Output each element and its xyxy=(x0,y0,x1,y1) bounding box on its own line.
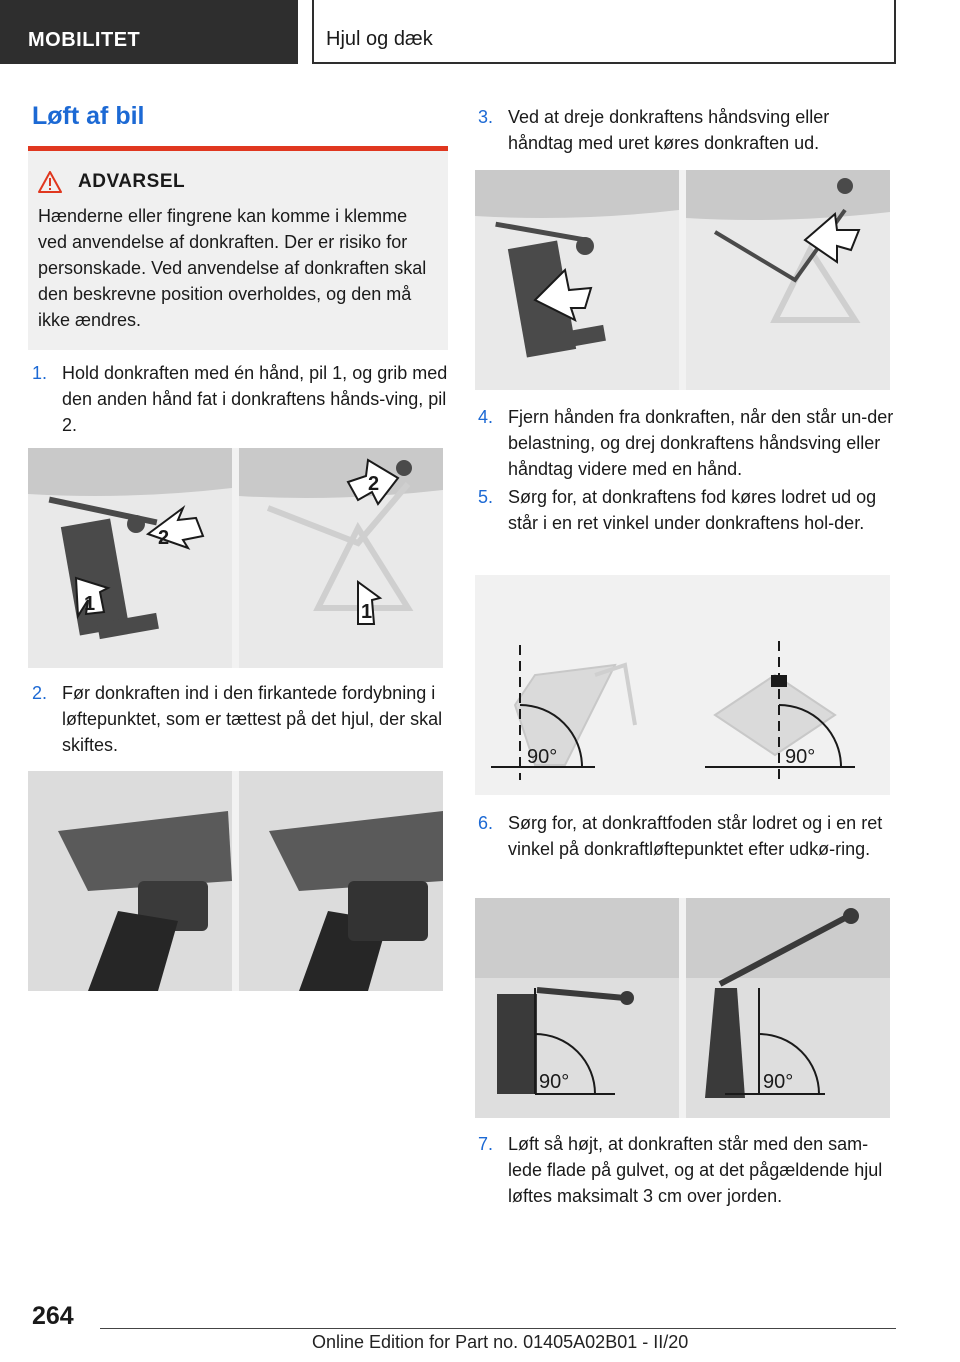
step-2 xyxy=(28,680,452,758)
step-number: 4. xyxy=(478,407,494,427)
fig1-arrow-label-2: 2 xyxy=(158,527,170,549)
step-1 xyxy=(28,360,448,438)
section-tab: MOBILITET xyxy=(0,0,298,64)
step-text: Ved at dreje donkraftens håndsving eller håndtag med uret køres donkraften ud. xyxy=(508,107,830,153)
fig1-arrow-label-1b: 1 xyxy=(361,601,373,623)
figure-jack-foot xyxy=(475,898,890,1118)
fig5-angle-left: 90° xyxy=(527,746,558,768)
warning-header xyxy=(38,171,434,193)
warning-text: Hænderne eller fingrene kan komme i klemme ved anvendelse af donkraften. Der er risiko for personskade. Ved anvendelse af donkraften skal den beskrevne position overholdes, og den må ikke ændres. xyxy=(38,206,427,330)
figure-jack-insert xyxy=(28,771,443,991)
step-number: 5. xyxy=(478,487,494,507)
step-number: 3. xyxy=(478,107,494,127)
fig6-angle-right: 90° xyxy=(763,1071,794,1093)
page-title: Løft af bil xyxy=(32,102,145,130)
step-5 xyxy=(474,484,894,536)
step-number: 1. xyxy=(32,363,48,383)
footer-divider xyxy=(100,1328,896,1329)
fig1-arrow-label-1: 1 xyxy=(84,593,96,615)
warning-box xyxy=(28,146,448,350)
fig6-angle-left: 90° xyxy=(539,1071,570,1093)
step-text: Sørg for, at donkraftfoden står lodret og i en ret vinkel på donkraftløftepunktet efter udkø‐ring. xyxy=(508,813,883,859)
step-number: 6. xyxy=(478,813,494,833)
warning-heading: ADVARSEL xyxy=(78,171,186,192)
figure-jack-vertical xyxy=(475,575,890,795)
warning-triangle-icon xyxy=(38,171,62,193)
figure-jack-hold xyxy=(28,448,443,668)
footer-edition: Online Edition for Part no. 01405A02B01 - II/20 xyxy=(312,1332,689,1352)
step-text: Hold donkraften med én hånd, pil 1, og grib med den anden hånd fat i donkraftens hånds‐ving, pil 2. xyxy=(62,363,448,435)
step-6 xyxy=(474,810,894,862)
step-text: Fjern hånden fra donkraften, når den står un‐der belastning, og drej donkraftens håndsving eller håndtag videre med en hånd. xyxy=(508,407,894,479)
fig1-arrow-label-2b: 2 xyxy=(368,473,380,495)
step-text: Før donkraften ind i den firkantede fordybning i løftepunktet, som er tættest på det hjul, der skal skiftes. xyxy=(62,683,443,755)
step-4 xyxy=(474,404,898,482)
fig5-angle-right: 90° xyxy=(785,746,816,768)
step-number: 2. xyxy=(32,683,48,703)
page-number: 264 xyxy=(32,1302,74,1330)
figure-jack-crank xyxy=(475,170,890,390)
step-number: 7. xyxy=(478,1134,494,1154)
step-text: Løft så højt, at donkraften står med den sam‐lede flade på gulvet, og at det pågældende hjul løftes maksimalt 3 cm over jorden. xyxy=(508,1134,883,1206)
step-text: Sørg for, at donkraftens fod køres lodret ud og står i en ret vinkel under donkraftens hol‐der. xyxy=(508,487,877,533)
chapter-title: Hjul og dæk xyxy=(312,0,896,64)
step-3 xyxy=(474,104,894,156)
step-7 xyxy=(474,1131,898,1209)
